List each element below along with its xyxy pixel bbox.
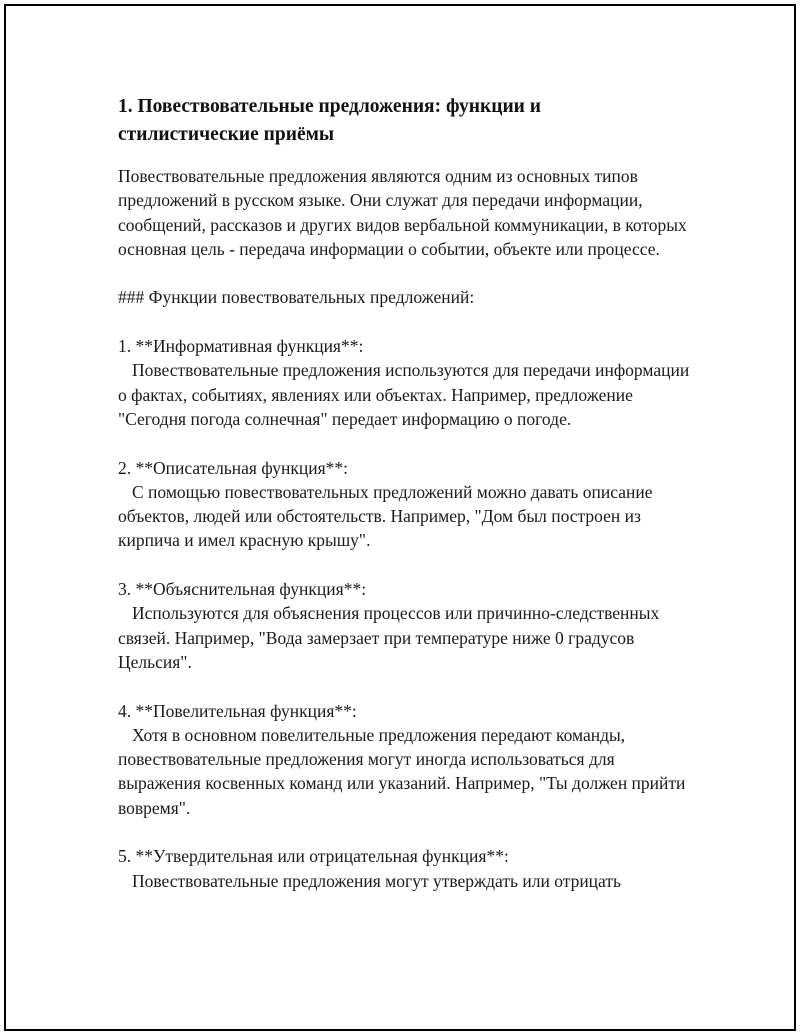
- spacer: [118, 261, 698, 285]
- section-heading: ### Функции повествовательных предложений:: [118, 287, 475, 308]
- list-item: [118, 699, 698, 820]
- list-item-text: Хотя в основном повелительные предложения передают команды, повествовательные предложения могут иногда использоваться для выражения косвенных команд или указаний. Например, "Ты должен прийти вовремя".: [118, 724, 686, 818]
- list-item: [118, 456, 698, 553]
- spacer: [118, 553, 698, 577]
- list-item-text: Повествовательные предложения используются для передачи информации о фактах, событиях, явлениях или объектах. Например, предложение "Сегодня погода солнечная" передает информацию о погоде.: [118, 360, 690, 429]
- list-item-heading: 5. **Утвердительная или отрицательная функция**:: [118, 846, 509, 867]
- intro-paragraph: Повествовательные предложения являются одним из основных типов предложений в русском языке. Они служат для передачи информации, сообщений, рассказов и других видов вербальной коммуникации, в которых основная цель - передача информации о событии, объекте или процессе.: [118, 166, 692, 259]
- spacer: [118, 820, 698, 844]
- list-item-heading: 3. **Объяснительная функция**:: [118, 579, 367, 600]
- document-body: [118, 93, 698, 893]
- list-item-heading: 2. **Описательная функция**:: [118, 457, 349, 478]
- list-item: [118, 844, 698, 893]
- list-item: [118, 577, 698, 674]
- list-item-heading: 1. **Информативная функция**:: [118, 336, 364, 357]
- title-line-2: стилистические приёмы: [118, 124, 335, 145]
- list-item-heading: 4. **Повелительная функция**:: [118, 700, 357, 721]
- document-title: [118, 93, 698, 149]
- title-line-1: 1. Повествовательные предложения: функции и: [118, 96, 542, 117]
- list-item: [118, 334, 698, 431]
- list-item-text: С помощью повествовательных предложений можно давать описание объектов, людей или обстоятельств. Например, "Дом был построен из кирпича и имел красную крышу".: [118, 481, 653, 551]
- list-item-text: Повествовательные предложения могут утверждать или отрицать: [132, 870, 621, 891]
- spacer: [118, 674, 698, 698]
- list-item-text: Используются для объяснения процессов или причинно-следственных связей. Например, "Вода замерзает при температуре ниже 0 градусов Цельсия".: [118, 603, 660, 672]
- spacer: [118, 431, 698, 455]
- spacer: [118, 310, 698, 334]
